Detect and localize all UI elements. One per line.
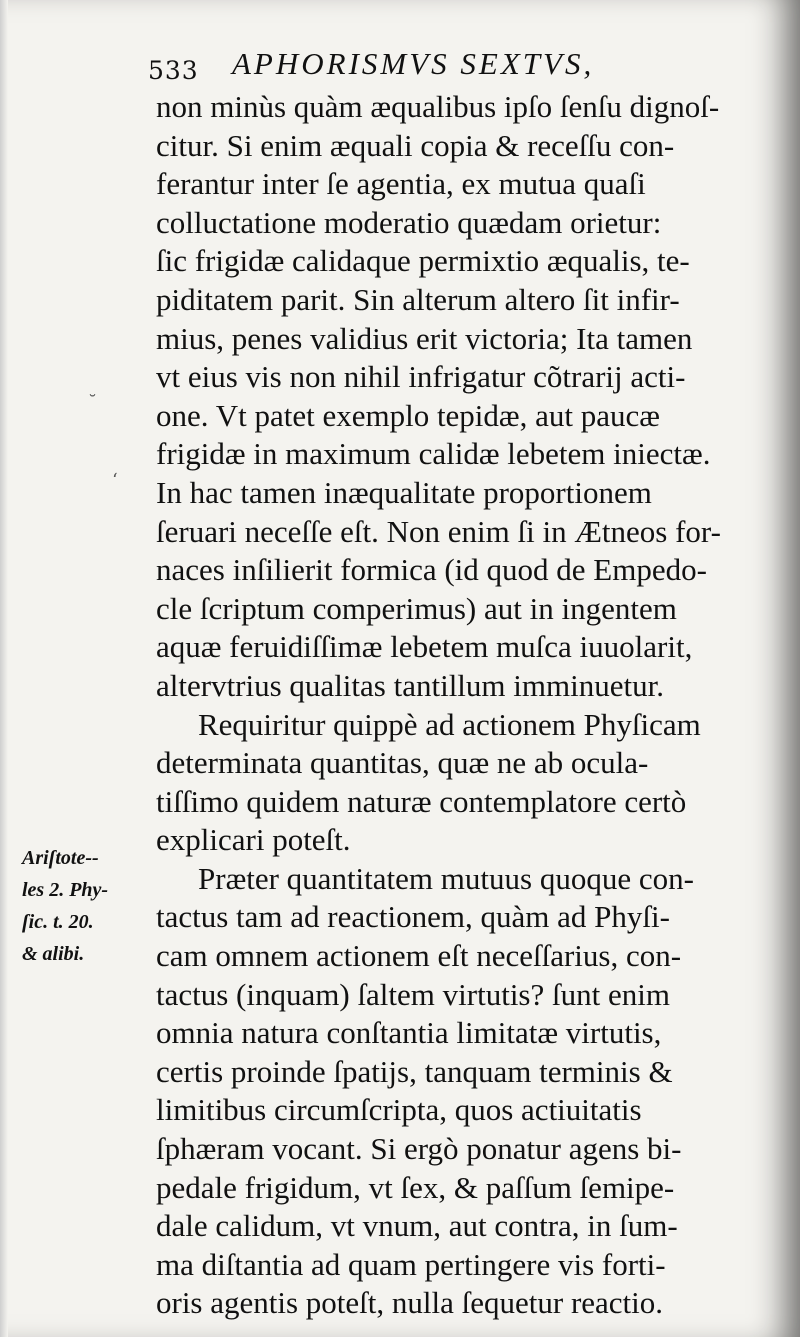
stray-ink-mark: ˘ bbox=[88, 392, 97, 413]
page-header bbox=[148, 44, 788, 90]
paragraph-2: Requiritur quippè ad actionem Phyſicam determinata quantitas, quæ ne ab ocula- tiſſimo quidem naturæ contemplatore certò explicari poteſt. bbox=[156, 706, 701, 858]
paragraph-3: Præter quantitatem mutuus quoque con- tactus tam ad reactionem, quàm ad Phyſi- cam omnem actionem eſt neceſſarius, con- tactus (inquam) ſaltem virtutis? ſunt enim omnia natura conſtantia limitatæ virtutis, certis proinde ſpatijs, tanquam terminis & limitibus circumſcripta, quos actiuitatis ſphæram vocant. Si ergò ponatur agens bi- pedale frigidum, vt ſex, & paſſum ſemipe- dale calidum, vt vnum, aut contra, in ſum- ma diſtantia ad quam pertingere vis forti- oris agentis poteſt, nulla ſequetur reactio. bbox=[156, 860, 694, 1321]
paragraph-1: non minùs quàm æqualibus ipſo ſenſu dignoſ- citur. Si enim æquali copia & receſſu con- ferantur inter ſe agentia, ex mutua quaſi colluctatione moderatio quædam orietur: ſic frigidæ calidaque permixtio æqualis, te- piditatem parit. Sin alterum altero ſit infir- mius, penes validius erit victoria; Ita tamen vt eius vis non nihil infrigatur cõtrarij acti- one. Vt patet exemplo tepidæ, aut paucæ frigidæ in maximum calidæ lebetem iniectæ. In hac tamen inæqualitate proportionem ſeruari neceſſe eſt. Non enim ſi in Ætneos for- naces inſilierit formica (id quod de Empedo- cle ſcriptum comperimus) aut in ingentem aquæ feruidiſſimæ lebetem muſca iuuolarit, altervtrius qualitas tantillum imminuetur. bbox=[156, 89, 721, 703]
page-number: 533 bbox=[148, 56, 199, 85]
running-title: APHORISMVS SEXTVS, bbox=[232, 46, 595, 81]
stray-ink-mark: ‘ bbox=[112, 470, 118, 491]
body-text bbox=[156, 88, 772, 1323]
marginal-note: Ariſtote-- les 2. Phy- ſic. t. 20. & alibi. bbox=[22, 847, 109, 965]
